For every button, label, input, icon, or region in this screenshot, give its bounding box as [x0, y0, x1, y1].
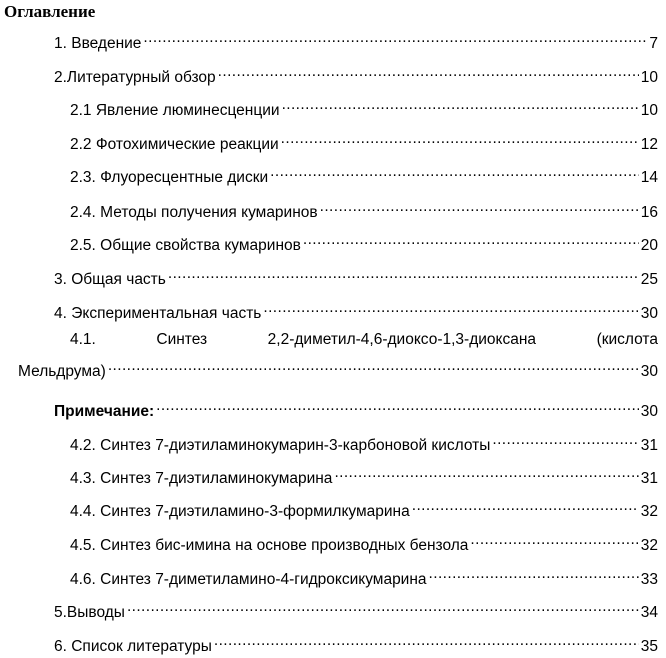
toc-entry[interactable] — [70, 228, 658, 254]
toc-entry-page: 35 — [640, 638, 658, 655]
toc-entry-title-continuation: Мельдрума) — [18, 363, 106, 380]
toc-entry[interactable] — [54, 60, 658, 86]
dot-leader — [143, 26, 647, 48]
dot-leader — [470, 528, 638, 550]
toc-entry-page: 20 — [640, 237, 658, 254]
toc-entry-title: 6. Список литературы — [54, 638, 212, 655]
dot-leader — [281, 127, 639, 149]
toc-entry-page: 7 — [649, 35, 658, 52]
toc-entry[interactable] — [70, 195, 658, 221]
toc-entry[interactable] — [70, 93, 658, 119]
toc-entry-title: 4. Экспериментальная часть — [54, 305, 262, 322]
toc-word: 4.1. — [70, 331, 96, 348]
toc-entry-title: 2.1 Явление люминесценции — [70, 102, 280, 119]
toc-entry-page: 10 — [640, 102, 658, 119]
toc-entry[interactable] — [70, 528, 658, 554]
toc-entry-title: 2.Литературный обзор — [54, 69, 216, 86]
toc-entry-title-line2 — [18, 354, 658, 380]
toc-entry-page: 31 — [640, 437, 658, 454]
toc-entry-title: 4.4. Синтез 7-диэтиламино-3-формилкумарина — [70, 503, 410, 520]
toc-word: 2,2-диметил-4,6-диоксо-1,3-диоксана — [267, 331, 537, 348]
toc-entry[interactable] — [54, 26, 658, 52]
toc-entry-title: 2.2 Фотохимические реакции — [70, 136, 279, 153]
toc-entry[interactable] — [70, 127, 658, 153]
toc-entry-page: 30 — [640, 403, 658, 420]
toc-entry-title: 1. Введение — [54, 35, 142, 52]
dot-leader — [214, 629, 639, 651]
toc-entry-title: 2.4. Методы получения кумаринов — [70, 204, 318, 221]
toc-entry-page: 12 — [640, 136, 658, 153]
dot-leader — [429, 562, 639, 584]
toc-entry-page: 32 — [640, 503, 658, 520]
toc-heading: Оглавление — [4, 2, 96, 21]
dot-leader — [108, 354, 639, 376]
toc-entry-page: 30 — [640, 305, 658, 322]
dot-leader — [334, 461, 638, 483]
toc-entry-page: 32 — [640, 537, 658, 554]
toc-entry[interactable] — [70, 494, 658, 520]
toc-word: Синтез — [156, 331, 208, 348]
toc-entry-title: 4.3. Синтез 7-диэтиламинокумарина — [70, 470, 333, 487]
dot-leader — [412, 494, 639, 516]
toc-entry-title: 3. Общая часть — [54, 271, 166, 288]
toc-entry-page: 33 — [640, 571, 658, 588]
toc-entry-title: 4.6. Синтез 7-диметиламино-4-гидроксикумарина — [70, 571, 427, 588]
dot-leader — [320, 195, 639, 217]
toc-word: (кислота — [596, 331, 658, 348]
toc-entry[interactable] — [70, 428, 658, 454]
toc-entry-page: 31 — [640, 470, 658, 487]
toc-entry-title-line1 — [70, 329, 658, 351]
dot-leader — [127, 595, 639, 617]
toc-entry-page: 14 — [640, 169, 658, 186]
toc-entry-title: 5.Выводы — [54, 604, 125, 621]
toc-entry[interactable] — [70, 160, 658, 186]
dot-leader — [156, 394, 639, 416]
toc-entry[interactable] — [54, 595, 658, 621]
toc-entry[interactable] — [70, 562, 658, 588]
dot-leader — [263, 296, 638, 318]
toc-entry-page: 25 — [640, 271, 658, 288]
toc-entry-title: 2.5. Общие свойства кумаринов — [70, 237, 301, 254]
toc-entry-title: 4.2. Синтез 7-диэтиламинокумарин-3-карбоновой кислоты — [70, 437, 491, 454]
toc-entry[interactable] — [54, 629, 658, 655]
toc-entry-title: 2.3. Флуоресцентные диски — [70, 169, 269, 186]
dot-leader — [492, 428, 638, 450]
toc-entry[interactable] — [54, 394, 658, 420]
dot-leader — [282, 93, 639, 115]
toc-entry[interactable] — [54, 262, 658, 288]
dot-leader — [303, 228, 639, 250]
toc-entry-multiline[interactable] — [18, 329, 658, 380]
toc-entry-page: 34 — [640, 604, 658, 621]
toc-entry-page: 10 — [640, 69, 658, 86]
toc-entry-page: 16 — [640, 204, 658, 221]
dot-leader — [218, 60, 639, 82]
toc-entry-title: 4.5. Синтез бис-имина на основе производных бензола — [70, 537, 469, 554]
dot-leader — [168, 262, 639, 284]
toc-entry[interactable] — [54, 296, 658, 322]
toc-entry[interactable] — [70, 461, 658, 487]
toc-entry-title: Примечание: — [54, 403, 155, 420]
toc-entry-page: 30 — [640, 363, 658, 380]
dot-leader — [270, 160, 639, 182]
